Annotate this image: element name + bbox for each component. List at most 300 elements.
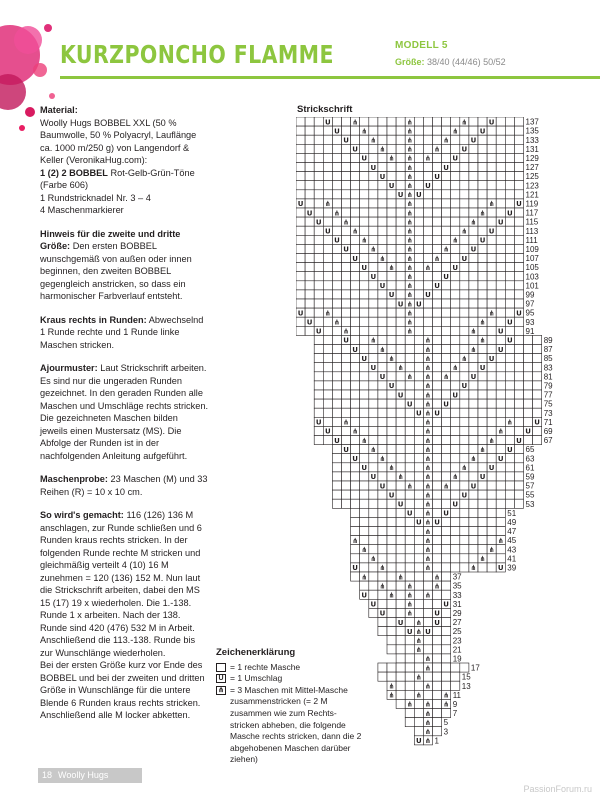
chart-symbol: ⋔ xyxy=(406,191,413,200)
chart-cell xyxy=(314,399,323,408)
chart-cell xyxy=(433,117,442,126)
chart-cell xyxy=(433,399,442,408)
chart-cell xyxy=(496,281,505,290)
chart-cell xyxy=(314,372,323,381)
chart-cell xyxy=(505,226,514,235)
chart-cell xyxy=(342,499,351,508)
chart-cell xyxy=(305,299,314,308)
chart-cell xyxy=(360,254,369,263)
chart-symbol: ⋔ xyxy=(406,591,413,600)
chart-row-label: 115 xyxy=(525,217,539,227)
chart-row-label: 53 xyxy=(525,499,535,509)
chart-cell xyxy=(496,381,505,390)
chart-cell xyxy=(387,536,396,545)
chart-cell xyxy=(387,508,396,517)
chart-cell xyxy=(442,390,451,399)
chart-cell xyxy=(487,172,496,181)
chart-cell xyxy=(505,399,514,408)
chart-row xyxy=(314,335,542,344)
chart-cell xyxy=(514,235,523,244)
chart-symbol: ⋔ xyxy=(324,200,331,209)
chart-row-label: 47 xyxy=(507,527,517,537)
chart-cell xyxy=(433,645,442,654)
chart-cell xyxy=(423,117,432,126)
chart-cell xyxy=(442,463,451,472)
chart-cell xyxy=(487,554,496,563)
chart-cell xyxy=(423,199,432,208)
chart-symbol: U xyxy=(516,309,522,318)
chart-cell xyxy=(478,517,487,526)
chart-cell xyxy=(378,190,387,199)
chart-symbol: U xyxy=(334,127,340,136)
chart-cell xyxy=(342,363,351,372)
chart-symbol: ⋔ xyxy=(388,682,395,691)
chart-cell xyxy=(378,381,387,390)
chart-cell xyxy=(423,208,432,217)
chart-cell xyxy=(396,172,405,181)
gauge-heading: Maschenprobe: xyxy=(40,474,108,484)
chart-symbol: U xyxy=(315,218,322,227)
chart-symbol: ⋔ xyxy=(397,364,404,372)
chart-cell xyxy=(487,527,496,536)
chart-cell xyxy=(387,672,396,681)
instructions-column xyxy=(40,104,208,722)
chart-row-label: 5 xyxy=(443,718,449,728)
chart-cell xyxy=(414,390,423,399)
chart-symbol: ⋔ xyxy=(425,491,431,500)
chart-cell xyxy=(369,317,378,326)
chart-cell xyxy=(360,508,369,517)
chart-cell xyxy=(332,363,341,372)
chart-cell xyxy=(442,190,451,199)
chart-cell xyxy=(514,299,523,308)
chart-cell xyxy=(296,144,305,153)
chart-cell xyxy=(433,217,442,226)
chart-cell xyxy=(351,272,360,281)
chart-cell xyxy=(405,554,414,563)
legend-item-knit xyxy=(216,662,366,674)
chart-cell xyxy=(442,554,451,563)
chart-symbol: ⋔ xyxy=(406,236,413,245)
chart-cell xyxy=(314,254,323,263)
chart-cell xyxy=(378,290,387,299)
chart-cell xyxy=(323,254,332,263)
chart-symbol: U xyxy=(434,172,440,181)
chart-cell xyxy=(414,281,423,290)
chart-symbol: U xyxy=(397,618,404,627)
chart-symbol: U xyxy=(306,318,313,327)
chart-cell xyxy=(360,299,369,308)
chart-symbol: U xyxy=(370,163,377,172)
chart-cell xyxy=(460,308,469,317)
chart-row-label: 3 xyxy=(443,727,449,737)
chart-cell xyxy=(396,527,405,536)
chart-symbol: ⋔ xyxy=(406,163,413,172)
chart-cell xyxy=(451,372,460,381)
chart-symbol: U xyxy=(297,309,304,318)
chart-cell xyxy=(405,563,414,572)
chart-cell xyxy=(332,254,341,263)
chart-cell xyxy=(505,436,514,445)
chart-cell xyxy=(405,690,414,699)
chart-symbol: ⋔ xyxy=(415,673,422,682)
chart-cell xyxy=(469,317,478,326)
chart-cell xyxy=(369,608,378,617)
chart-cell xyxy=(524,335,533,344)
chart-cell xyxy=(314,408,323,417)
chart-cell xyxy=(505,481,514,490)
chart-symbol: ⋔ xyxy=(425,364,431,372)
chart-cell xyxy=(451,490,460,499)
chart-cell xyxy=(478,144,487,153)
chart-cell xyxy=(296,299,305,308)
chart-cell xyxy=(369,381,378,390)
chart-cell xyxy=(332,381,341,390)
page-title: KURZPONCHO FLAMME xyxy=(60,40,334,69)
chart-cell xyxy=(396,563,405,572)
chart-cell xyxy=(433,727,442,736)
page-footer xyxy=(38,768,142,783)
chart-cell xyxy=(514,417,523,426)
chart-symbol: ⋔ xyxy=(406,273,413,281)
chart-cell xyxy=(414,481,423,490)
chart-cell xyxy=(460,363,469,372)
chart-cell xyxy=(405,527,414,536)
chart-cell xyxy=(414,254,423,263)
chart-cell xyxy=(360,481,369,490)
chart-cell xyxy=(505,144,514,153)
chart-cell xyxy=(396,463,405,472)
chart-cell xyxy=(505,163,514,172)
chart-cell xyxy=(378,208,387,217)
chart-cell xyxy=(305,153,314,162)
chart-cell xyxy=(378,163,387,172)
chart-cell xyxy=(487,345,496,354)
chart-row-label: 65 xyxy=(525,445,535,455)
chart-cell xyxy=(442,263,451,272)
chart-cell xyxy=(342,472,351,481)
chart-cell xyxy=(469,163,478,172)
chart-cell xyxy=(433,354,442,363)
chart-cell xyxy=(496,181,505,190)
chart-cell xyxy=(360,536,369,545)
chart-cell xyxy=(369,436,378,445)
chart-cell xyxy=(496,335,505,344)
chart-cell xyxy=(396,254,405,263)
chart-cell xyxy=(478,181,487,190)
chart-cell xyxy=(305,254,314,263)
chart-cell xyxy=(496,490,505,499)
chart-cell xyxy=(505,372,514,381)
chart-cell xyxy=(505,181,514,190)
chart-symbol: U xyxy=(452,391,459,400)
chart-row xyxy=(296,326,524,335)
chart-cell xyxy=(487,244,496,253)
chart-row-label: 69 xyxy=(543,427,553,436)
chart-cell xyxy=(478,408,487,417)
chart-row-label: 87 xyxy=(543,345,553,355)
chart-symbol: ⋔ xyxy=(434,573,440,582)
chart-symbol: ⋔ xyxy=(388,154,395,163)
chart-cell xyxy=(378,399,387,408)
chart-cell xyxy=(332,299,341,308)
chart-cell xyxy=(296,326,305,335)
chart-symbol: ⋔ xyxy=(425,455,431,463)
chart-row xyxy=(332,463,523,472)
chart-symbol: U xyxy=(443,163,449,172)
chart-cell xyxy=(351,390,360,399)
chart-cell xyxy=(414,199,423,208)
chart-symbol: ⋔ xyxy=(406,227,413,236)
chart-row-label: 121 xyxy=(525,190,539,200)
chart-cell xyxy=(387,199,396,208)
chart-symbol: ⋔ xyxy=(406,700,413,709)
chart-cell xyxy=(323,408,332,417)
chart-row-label: 127 xyxy=(525,163,539,173)
chart-cell xyxy=(496,527,505,536)
chart-cell xyxy=(496,117,505,126)
chart-cell xyxy=(433,718,442,727)
chart-row-label: 21 xyxy=(452,645,462,655)
chart-cell xyxy=(478,563,487,572)
chart-cell xyxy=(505,354,514,363)
chart-cell xyxy=(414,235,423,244)
chart-cell xyxy=(487,481,496,490)
chart-cell xyxy=(487,272,496,281)
chart-cell xyxy=(487,508,496,517)
chart-cell xyxy=(369,117,378,126)
chart-cell xyxy=(314,308,323,317)
chart-cell xyxy=(314,363,323,372)
chart-cell xyxy=(414,363,423,372)
chart-row-label: 37 xyxy=(452,572,462,582)
chart-cell xyxy=(487,381,496,390)
chart-row xyxy=(296,208,524,217)
chart-row xyxy=(314,354,542,363)
chart-cell xyxy=(387,326,396,335)
chart-cell xyxy=(323,281,332,290)
chart-cell xyxy=(442,454,451,463)
chart-symbol: ⋔ xyxy=(361,573,368,582)
chart-cell xyxy=(323,244,332,253)
chart-cell xyxy=(514,363,523,372)
chart-symbol: ⋔ xyxy=(470,455,477,463)
chart-cell xyxy=(433,499,442,508)
chart-cell xyxy=(442,153,451,162)
chart-cell xyxy=(451,563,460,572)
chart-cell xyxy=(478,326,487,335)
chart-row-label: 125 xyxy=(525,172,539,182)
chart-symbol: ⋔ xyxy=(425,527,431,536)
chart-cell xyxy=(351,436,360,445)
chart-symbol: ⋔ xyxy=(406,200,413,209)
chart-cell xyxy=(369,217,378,226)
chart-cell xyxy=(378,590,387,599)
chart-symbol: ⋔ xyxy=(425,555,431,564)
chart-cell xyxy=(524,354,533,363)
chart-row xyxy=(405,718,441,727)
chart-cell xyxy=(323,399,332,408)
chart-cell xyxy=(305,117,314,126)
chart-symbol: U xyxy=(497,327,504,336)
chart-symbol: U xyxy=(388,491,395,500)
chart-symbol: ⋔ xyxy=(461,118,468,127)
chart-cell xyxy=(496,144,505,153)
chart-cell xyxy=(396,208,405,217)
chart-cell xyxy=(332,217,341,226)
chart-cell xyxy=(460,436,469,445)
ajour-text: Laut Strickschrift arbeiten. Es sind nur die ungeraden Runden gezeichnet. In den geraden Runden alle Maschen und Umschläge rechts stricken. Die gezeichneten Maschen bilden jeweils einen Mustersatz (MS). Die Abfolge der Runden ist in der nachfolgenden Anleitung aufgeführt. xyxy=(40,363,208,461)
chart-cell xyxy=(378,272,387,281)
chart-symbol: U xyxy=(507,209,513,218)
chart-cell xyxy=(396,636,405,645)
chart-row xyxy=(296,163,524,172)
chart-symbol: ⋔ xyxy=(425,536,431,545)
chart-cell xyxy=(460,208,469,217)
chart-cell xyxy=(514,445,523,454)
chart-row-label: 25 xyxy=(452,627,462,637)
chart-row-label: 77 xyxy=(543,390,553,400)
chart-cell xyxy=(332,272,341,281)
chart-cell xyxy=(442,426,451,435)
chart-cell xyxy=(351,308,360,317)
chart-cell xyxy=(433,372,442,381)
chart-symbol: ⋔ xyxy=(379,455,386,463)
chart-cell xyxy=(460,135,469,144)
chart-cell xyxy=(369,190,378,199)
chart-symbol: ⋔ xyxy=(406,327,413,336)
chart-symbol: ⋔ xyxy=(452,364,459,372)
chart-cell xyxy=(405,636,414,645)
chart-cell xyxy=(378,181,387,190)
chart-cell xyxy=(296,153,305,162)
chart-row-label: 31 xyxy=(452,599,462,609)
chart-cell xyxy=(478,190,487,199)
chart-cell xyxy=(433,181,442,190)
chart-symbol: U xyxy=(397,191,404,200)
chart-cell xyxy=(423,308,432,317)
chart-cell xyxy=(369,454,378,463)
chart-cell xyxy=(460,153,469,162)
chart-cell xyxy=(378,308,387,317)
chart-cell xyxy=(505,254,514,263)
chart-cell xyxy=(369,426,378,435)
chart-cell xyxy=(524,390,533,399)
chart-row xyxy=(314,345,542,354)
chart-cell xyxy=(469,527,478,536)
chart-symbol: ⋔ xyxy=(370,555,377,564)
chart-cell xyxy=(414,117,423,126)
chart-cell xyxy=(396,690,405,699)
chart-symbol: ⋔ xyxy=(415,691,422,700)
chart-cell xyxy=(351,244,360,253)
chart-cell xyxy=(524,436,533,445)
chart-cell xyxy=(469,153,478,162)
chart-row xyxy=(351,536,506,545)
chart-cell xyxy=(369,235,378,244)
chart-cell xyxy=(332,244,341,253)
chart-row xyxy=(296,190,524,199)
chart-cell xyxy=(442,572,451,581)
chart-cell xyxy=(442,299,451,308)
chart-cell xyxy=(305,217,314,226)
chart-cell xyxy=(351,399,360,408)
chart-cell xyxy=(496,254,505,263)
chart-cell xyxy=(423,645,432,654)
chart-cell xyxy=(460,408,469,417)
chart-cell xyxy=(405,672,414,681)
chart-symbol: ⋔ xyxy=(425,445,431,454)
chart-symbol: U xyxy=(370,473,377,482)
chart-symbol: U xyxy=(370,364,377,372)
chart-cell xyxy=(387,663,396,672)
chart-cell xyxy=(433,490,442,499)
chart-cell xyxy=(378,317,387,326)
chart-cell xyxy=(414,244,423,253)
chart-symbol: ⋔ xyxy=(406,136,413,145)
chart-cell xyxy=(433,536,442,545)
chart-symbol: ⋔ xyxy=(334,209,340,218)
chart-cell xyxy=(323,299,332,308)
chart-cell xyxy=(405,490,414,499)
chart-cell xyxy=(351,163,360,172)
chart-cell xyxy=(305,290,314,299)
chart-cell xyxy=(442,672,451,681)
chart-cell xyxy=(433,654,442,663)
chart-cell xyxy=(360,372,369,381)
chart-symbol: U xyxy=(488,464,495,473)
chart-cell xyxy=(487,263,496,272)
page-number: 18 xyxy=(42,770,53,780)
chart-cell xyxy=(460,472,469,481)
chart-cell xyxy=(323,181,332,190)
chart-cell xyxy=(314,235,323,244)
chart-row-label: 95 xyxy=(525,308,535,318)
chart-symbol: ⋔ xyxy=(406,209,413,218)
chart-cell xyxy=(433,263,442,272)
chart-symbol: ⋔ xyxy=(425,373,431,382)
chart-cell xyxy=(514,354,523,363)
chart-symbol: ⋔ xyxy=(388,691,395,700)
chart-cell xyxy=(369,308,378,317)
yarnover-symbol-icon: U xyxy=(216,674,226,683)
chart-cell xyxy=(442,408,451,417)
chart-cell xyxy=(460,190,469,199)
chart-cell xyxy=(487,563,496,572)
chart-symbol: ⋔ xyxy=(425,345,431,354)
chart-cell xyxy=(496,226,505,235)
chart-cell xyxy=(505,244,514,253)
chart-symbol: ⋔ xyxy=(470,327,477,336)
chart-cell xyxy=(423,172,432,181)
chart-cell xyxy=(378,363,387,372)
chart-cell xyxy=(433,508,442,517)
chart-cell xyxy=(323,190,332,199)
chart-cell xyxy=(323,144,332,153)
chart-cell xyxy=(405,363,414,372)
chart-cell xyxy=(314,272,323,281)
chart-row-label: 23 xyxy=(452,636,462,646)
chart-cell xyxy=(396,417,405,426)
chart-symbol: U xyxy=(315,327,322,336)
chart-cell xyxy=(351,235,360,244)
chart-cell xyxy=(478,399,487,408)
chart-symbol: U xyxy=(452,500,459,509)
chart-cell xyxy=(433,436,442,445)
chart-cell xyxy=(478,199,487,208)
chart-symbol: U xyxy=(406,509,413,518)
chart-cell xyxy=(369,290,378,299)
